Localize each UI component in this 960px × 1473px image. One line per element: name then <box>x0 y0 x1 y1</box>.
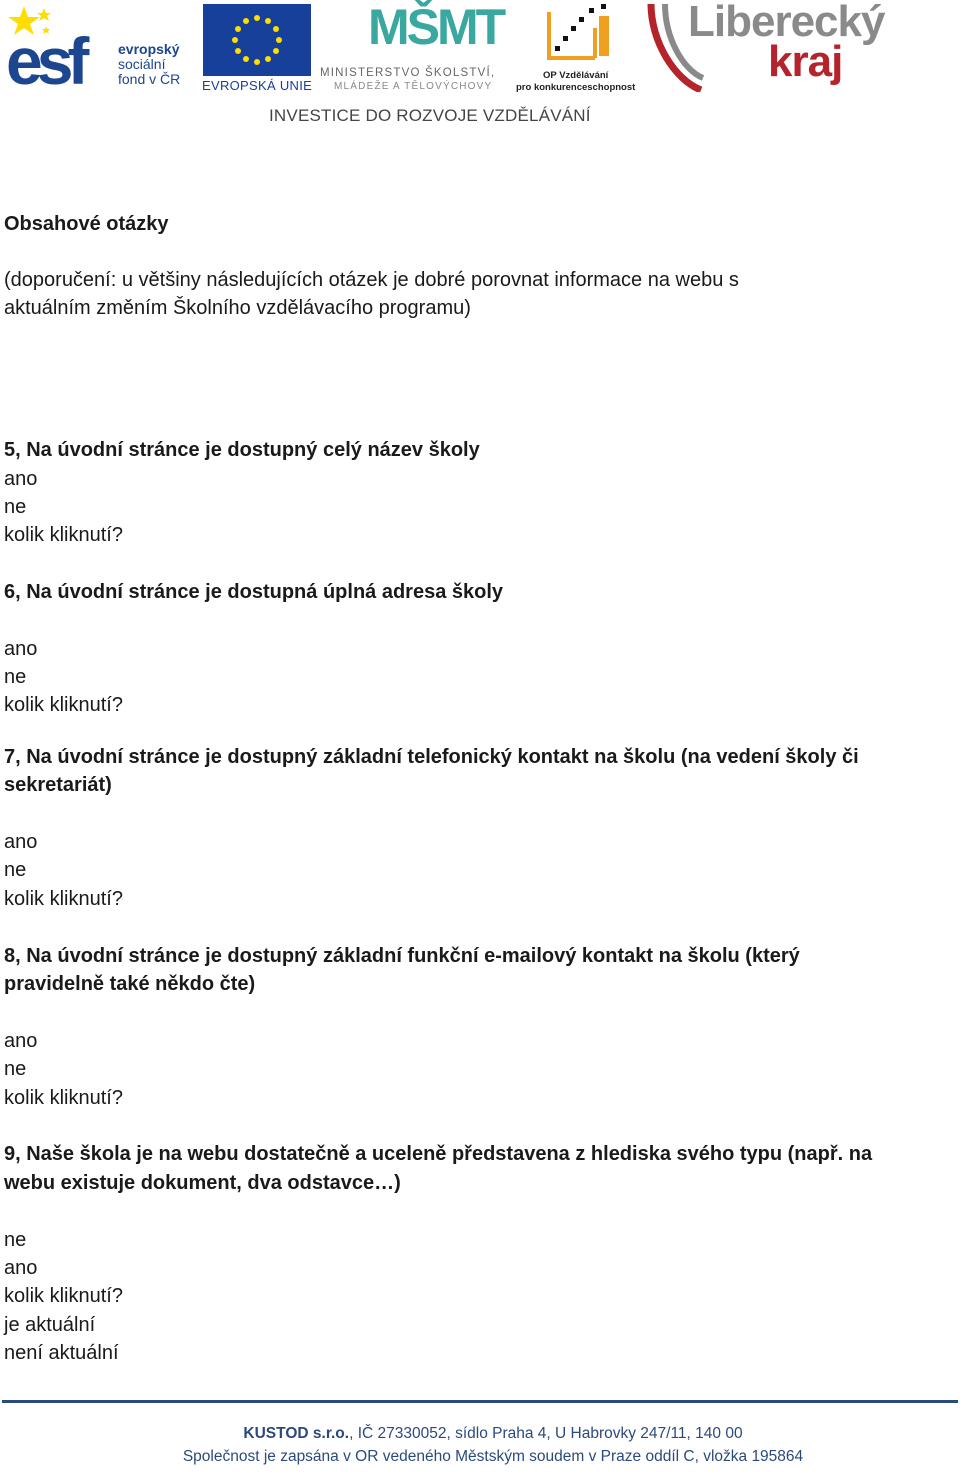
eu-label: EVROPSKÁ UNIE <box>202 78 313 93</box>
footer-divider <box>2 1400 958 1403</box>
note-line-2: aktuálním změním Školního vzdělávacího programu) <box>4 297 471 319</box>
msmt-wordmark: MŠMT <box>368 0 504 55</box>
question-7-title-line-2: sekretariát) <box>4 774 112 796</box>
q8-option-ne: ne <box>4 1058 27 1080</box>
eu-flag-icon <box>203 4 311 76</box>
footer-line-1 <box>0 1425 960 1443</box>
q9-option-ne: ne <box>4 1229 27 1251</box>
q8-option-clicks: kolik kliknutí? <box>4 1087 123 1109</box>
msmt-line2: MLÁDEŽE A TĚLOVÝCHOVY <box>334 81 493 92</box>
question-5-title: 5, Na úvodní stránce je dostupný celý název školy <box>4 439 480 461</box>
question-9-title-line-1: 9, Naše škola je na webu dostatečně a uceleně představena z hlediska svého typu (např. na <box>4 1143 873 1165</box>
op-line2: pro konkurenceschopnost <box>516 82 636 93</box>
q7-option-clicks: kolik kliknutí? <box>4 888 123 910</box>
question-7-title-line-1: 7, Na úvodní stránce je dostupný základní telefonický kontakt na školu (na vedení školy či <box>4 746 859 768</box>
kraj-line1: Liberecký <box>688 0 885 46</box>
question-8-title-line-1: 8, Na úvodní stránce je dostupný základní funkční e-mailový kontakt na školu (který <box>4 945 800 967</box>
esf-wordmark: esf <box>6 24 84 98</box>
question-8-title-line-2: pravidelně také někdo čte) <box>4 973 256 995</box>
question-9-title-line-2: webu existuje dokument, dva odstavce…) <box>4 1172 401 1194</box>
q9-option-current: je aktuální <box>4 1314 96 1336</box>
q9-option-not-current: není aktuální <box>4 1342 119 1364</box>
q7-option-ne: ne <box>4 859 27 881</box>
question-6-title: 6, Na úvodní stránce je dostupná úplná adresa školy <box>4 581 504 603</box>
footer-line-2: Společnost je zapsána v OR vedeného Městským soudem v Praze oddíl C, vložka 195864 <box>182 1448 804 1465</box>
q6-option-ne: ne <box>4 666 27 688</box>
msmt-line1: MINISTERSTVO ŠKOLSTVÍ, <box>320 67 496 79</box>
esf-subtitle: evropský sociální fond v ČR <box>118 41 181 87</box>
kraj-line2: kraj <box>768 37 843 86</box>
q5-option-ano: ano <box>4 468 38 490</box>
section-heading: Obsahové otázky <box>4 213 169 235</box>
footer-address: , IČ 27330052, sídlo Praha 4, U Habrovky 247/11, 140 00 <box>349 1425 743 1442</box>
q9-option-clicks: kolik kliknutí? <box>4 1285 123 1307</box>
tagline: INVESTICE DO ROZVOJE VZDĚLÁVÁNÍ <box>269 106 591 125</box>
q9-option-ano: ano <box>4 1257 38 1279</box>
header-logos <box>0 0 960 130</box>
op-line1: OP Vzdělávání <box>543 70 609 81</box>
q5-option-clicks: kolik kliknutí? <box>4 524 123 546</box>
q6-option-ano: ano <box>4 638 38 660</box>
op-emblem-icon <box>541 2 615 68</box>
q5-option-ne: ne <box>4 496 27 518</box>
footer-company: KUSTOD s.r.o. <box>243 1425 350 1442</box>
q6-option-clicks: kolik kliknutí? <box>4 694 123 716</box>
q7-option-ano: ano <box>4 831 38 853</box>
note-line-1: (doporučení: u většiny následujících otázek je dobré porovnat informace na webu s <box>4 269 739 291</box>
q8-option-ano: ano <box>4 1030 38 1052</box>
